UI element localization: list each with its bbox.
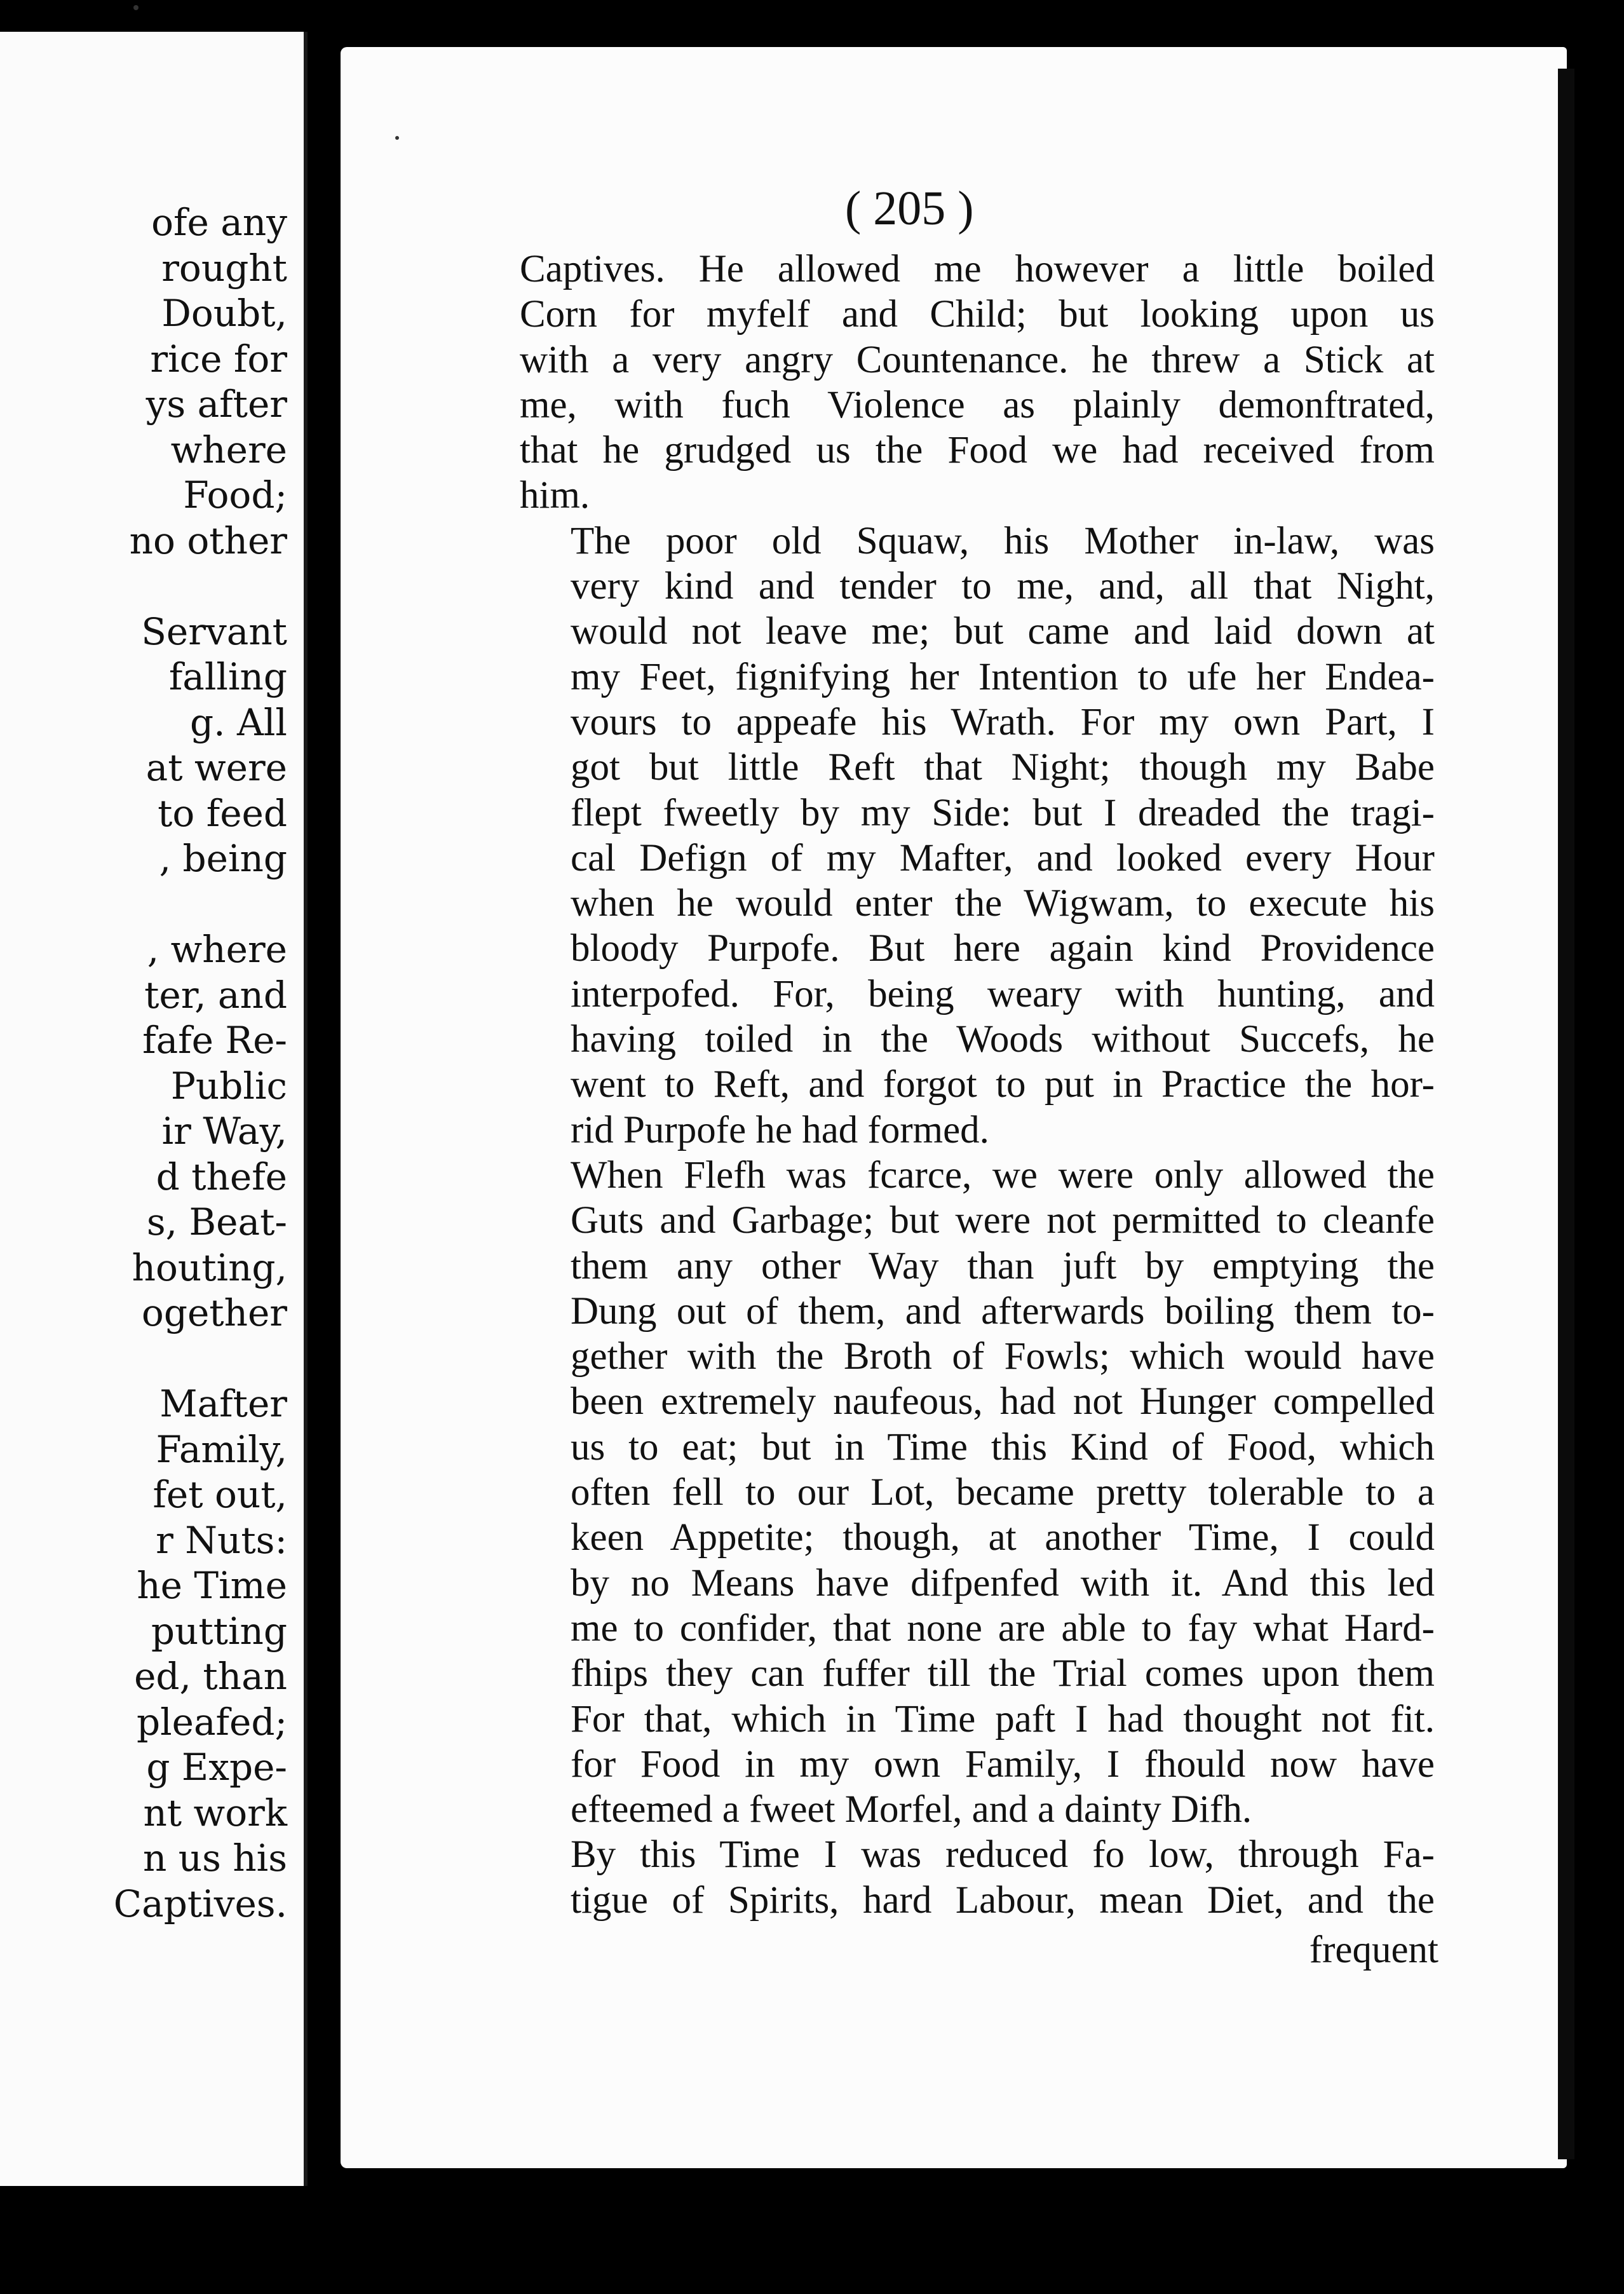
text-line: Dung out of them, and afterwards boiling them to- xyxy=(571,1289,1435,1333)
text-line: tigue of Spirits, hard Labour, mean Diet, and the xyxy=(571,1878,1435,1922)
page-number: ( 205 ) xyxy=(845,182,974,235)
left-page-line: rought xyxy=(161,246,287,290)
text-line: For that, which in Time paft I had thought not fit. xyxy=(571,1697,1435,1741)
left-page-line: r Nuts: xyxy=(156,1518,287,1562)
text-line: By this Time I was reduced fo low, through Fa- xyxy=(571,1833,1435,1877)
left-page-text xyxy=(114,200,287,1927)
text-line: my Feet, fignifying her Intention to ufe her Endea- xyxy=(571,655,1435,698)
page-body-text xyxy=(520,247,1435,1923)
left-page-line: ed, than xyxy=(134,1655,287,1698)
text-line: by no Means have difpenfed with it. And this led xyxy=(571,1561,1435,1605)
text-line: rid Purpofe he had formed. xyxy=(571,1108,989,1151)
left-page-line: rice for xyxy=(150,337,287,381)
left-page-line: he Time xyxy=(137,1564,287,1607)
left-page-line: Mafter xyxy=(159,1382,287,1425)
left-page-line: ys after xyxy=(145,383,287,426)
left-facing-page xyxy=(0,32,308,2186)
left-page-line: , where xyxy=(147,928,287,971)
left-page-line: fafe Re- xyxy=(142,1019,287,1062)
text-line: gether with the Broth of Fowls; which would have xyxy=(571,1335,1435,1378)
left-page-line: s, Beat- xyxy=(146,1200,287,1244)
text-line: would not leave me; but came and laid down at xyxy=(571,610,1435,653)
text-line: went to Reft, and forgot to put in Practice the hor- xyxy=(571,1063,1435,1106)
left-page-line: g. All xyxy=(190,700,287,744)
left-page-line: falling xyxy=(168,655,287,698)
text-line: fhips they can fuffer till the Trial comes upon them xyxy=(571,1652,1435,1695)
text-line: vours to appeafe his Wrath. For my own Part, I xyxy=(571,700,1435,743)
left-page-line: Captives. xyxy=(113,1882,287,1925)
text-line: The poor old Squaw, his Mother in-law, was xyxy=(571,519,1435,562)
text-line: that he grudged us the Food we had received from xyxy=(520,429,1435,472)
text-line: When Flefh was fcarce, we were only allowed the xyxy=(571,1153,1435,1197)
left-page-line: putting xyxy=(151,1609,287,1653)
text-line: cal Defign of my Mafter, and looked every Hour xyxy=(571,836,1435,879)
text-line: bloody Purpofe. But here again kind Providence xyxy=(571,927,1435,970)
left-page-line: Food; xyxy=(183,473,287,517)
text-line: Captives. He allowed me however a little boiled xyxy=(520,248,1435,290)
left-page-line: ter, and xyxy=(144,973,287,1017)
dust-speck xyxy=(133,5,139,10)
text-line: having toiled in the Woods without Succefs, he xyxy=(571,1018,1435,1061)
text-line: me to confider, that none are able to fay what Hard- xyxy=(571,1606,1435,1650)
left-page-line: ofe any xyxy=(151,201,287,244)
text-line: him. xyxy=(520,474,590,517)
left-page-line xyxy=(114,564,287,609)
text-line: with a very angry Countenance. he threw a Stick at xyxy=(520,338,1435,381)
text-line: got but little Reft that Night; though my Babe xyxy=(571,746,1435,789)
left-page-line: d thefe xyxy=(156,1155,287,1198)
text-line: flept fweetly by my Side: but I dreaded the tragi- xyxy=(571,791,1435,834)
left-page-line: at were xyxy=(145,746,287,789)
catchword: frequent xyxy=(1309,1929,1438,1971)
left-page-line xyxy=(114,882,287,928)
left-page-line: ir Way, xyxy=(161,1110,287,1153)
text-line: them any other Way than juft by emptying the xyxy=(571,1244,1435,1287)
paragraph xyxy=(520,1153,1435,1832)
text-line: Guts and Garbage; but were not permitted to cleanfe xyxy=(571,1199,1435,1242)
left-page-line: fet out, xyxy=(152,1473,287,1516)
text-line: when he would enter the Wigwam, to execute his xyxy=(571,882,1435,925)
left-page-line: Doubt, xyxy=(161,292,287,335)
dust-speck xyxy=(395,136,399,140)
text-line: Corn for myfelf and Child; but looking upon us xyxy=(520,293,1435,336)
text-line: often fell to our Lot, became pretty tolerable to a xyxy=(571,1471,1435,1514)
text-line: efteemed a fweet Morfel, and a dainty Difh. xyxy=(571,1788,1252,1831)
page-edge-shadow xyxy=(1558,69,1574,2159)
left-page-line: Public xyxy=(170,1064,287,1108)
paragraph xyxy=(520,247,1435,519)
text-line: very kind and tender to me, and, all that Night, xyxy=(571,565,1435,608)
left-page-line: where xyxy=(170,428,287,472)
text-line: for Food in my own Family, I fhould now have xyxy=(571,1742,1435,1786)
paragraph xyxy=(520,1832,1435,1923)
text-line: keen Appetite; though, at another Time, I could xyxy=(571,1516,1435,1559)
left-page-line xyxy=(114,1336,287,1382)
left-page-line: houting, xyxy=(132,1245,287,1289)
left-page-line: ogether xyxy=(141,1291,287,1334)
text-line: us to eat; but in Time this Kind of Food, which xyxy=(571,1425,1435,1469)
left-page-line: n us his xyxy=(142,1836,287,1880)
left-page-line: pleafed; xyxy=(136,1700,287,1744)
left-page-line: to feed xyxy=(158,791,287,835)
paragraph xyxy=(520,519,1435,1153)
left-page-line: nt work xyxy=(143,1791,287,1835)
left-page-line: Family, xyxy=(156,1427,287,1471)
left-page-line: no other xyxy=(129,519,287,562)
left-page-line: g Expe- xyxy=(146,1746,287,1789)
text-line: me, with fuch Violence as plainly demonftrated, xyxy=(520,383,1435,426)
text-line: interpofed. For, being weary with hunting, and xyxy=(571,972,1435,1015)
left-page-line: Servant xyxy=(141,609,287,653)
left-page-line: , being xyxy=(159,837,287,880)
text-line: been extremely naufeous, had not Hunger compelled xyxy=(571,1380,1435,1423)
